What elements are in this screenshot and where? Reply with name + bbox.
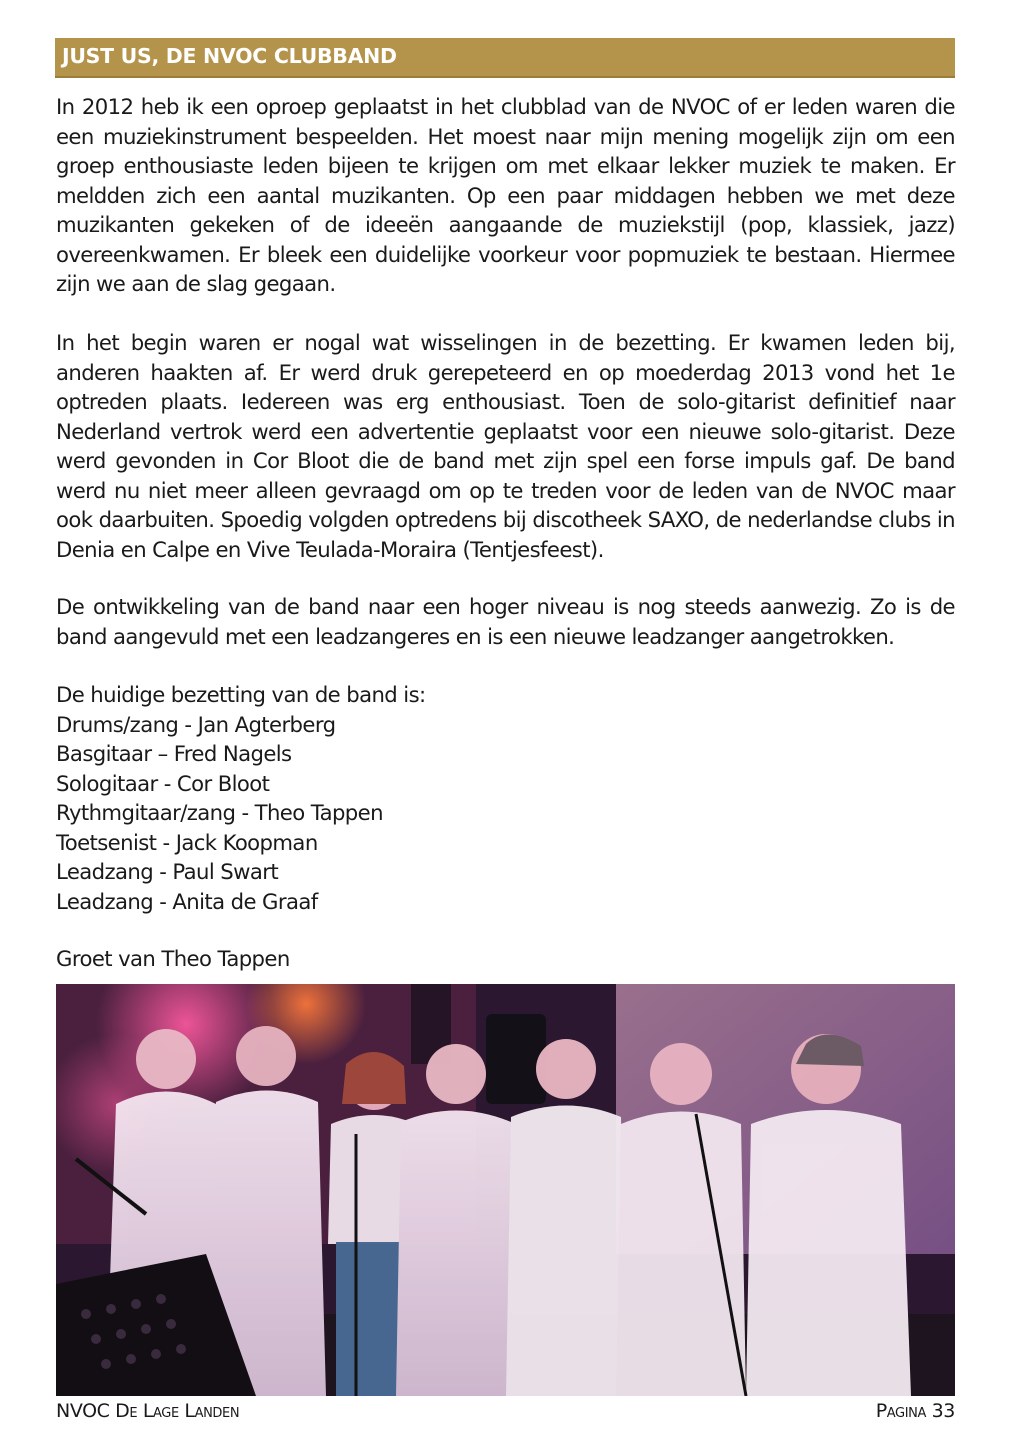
lineup-item: Drums/zang - Jan Agterberg xyxy=(56,711,336,737)
band-photo xyxy=(56,984,955,1396)
lineup-item: Sologitaar - Cor Bloot xyxy=(56,770,270,796)
lineup-item: Rythmgitaar/zang - Theo Tappen xyxy=(56,800,383,825)
paragraph-intro: In 2012 heb ik een oproep geplaatst in het clubblad van de NVOC of er leden waren die een muziekinstrument bespeelden. Het moest naar mijn mening mogelijk zijn om een groep enthousiaste leden bijeen te krijgen om met elkaar lekker muziek te maken. Er meldden zich een aantal muzikanten. Op een paar middagen hebben we met deze muzikanten gekeken of de ideeën aangaande de muziekstijl (pop, klassiek, jazz) overeenkwamen. Er bleek een duidelijke voorkeur voor popmuziek te bestaan. Hiermee zijn we aan de slag gegaan. xyxy=(56,94,955,296)
page-number: Pagina 33 xyxy=(875,1400,955,1422)
paragraph-history: In het begin waren er nogal wat wisselingen in de bezetting. Er kwamen leden bij, anderen haakten af. Er werd druk gerepeteerd en op moederdag 2013 vond het 1e optreden plaats. Iedereen was erg enthousiast. Toen de solo-gitarist definitief naar Nederland vertrok werd een advertentie geplaatst voor een nieuwe solo-gitarist. Deze werd gevonden in Cor Bloot die de band met zijn spel een forse impuls gaf. De band werd nu niet meer alleen gevraagd om op te treden voor de leden van de NVOC maar ook daarbuiten. Spoedig volgden optredens bij discotheek SAXO, de nederlandse clubs in Denia en Calpe en Vive Teulada-Moraira (Tentjesfeest). xyxy=(56,330,955,562)
lineup-item: Leadzang - Paul Swart xyxy=(56,859,279,884)
lineup-item: Toetsenist - Jack Koopman xyxy=(56,829,318,855)
lineup-item: Basgitaar – Fred Nagels xyxy=(56,741,292,766)
section-banner xyxy=(55,38,955,78)
band-lineup xyxy=(56,680,426,916)
publication-name: NVOC De Lage Landen xyxy=(56,1400,240,1422)
band-photo-illustration xyxy=(56,984,955,1396)
greeting: Groet van Theo Tappen xyxy=(56,946,290,971)
article-title: JUST US, DE NVOC CLUBBAND xyxy=(62,44,397,68)
lineup-intro: De huidige bezetting van de band is: xyxy=(56,682,426,707)
lineup-item: Leadzang - Anita de Graaf xyxy=(56,888,318,914)
paragraph-development: De ontwikkeling van de band naar een hoger niveau is nog steeds aanwezig. Zo is de band aangevuld met een leadzangeres en is een nieuwe leadzanger aangetrokken. xyxy=(56,594,955,649)
